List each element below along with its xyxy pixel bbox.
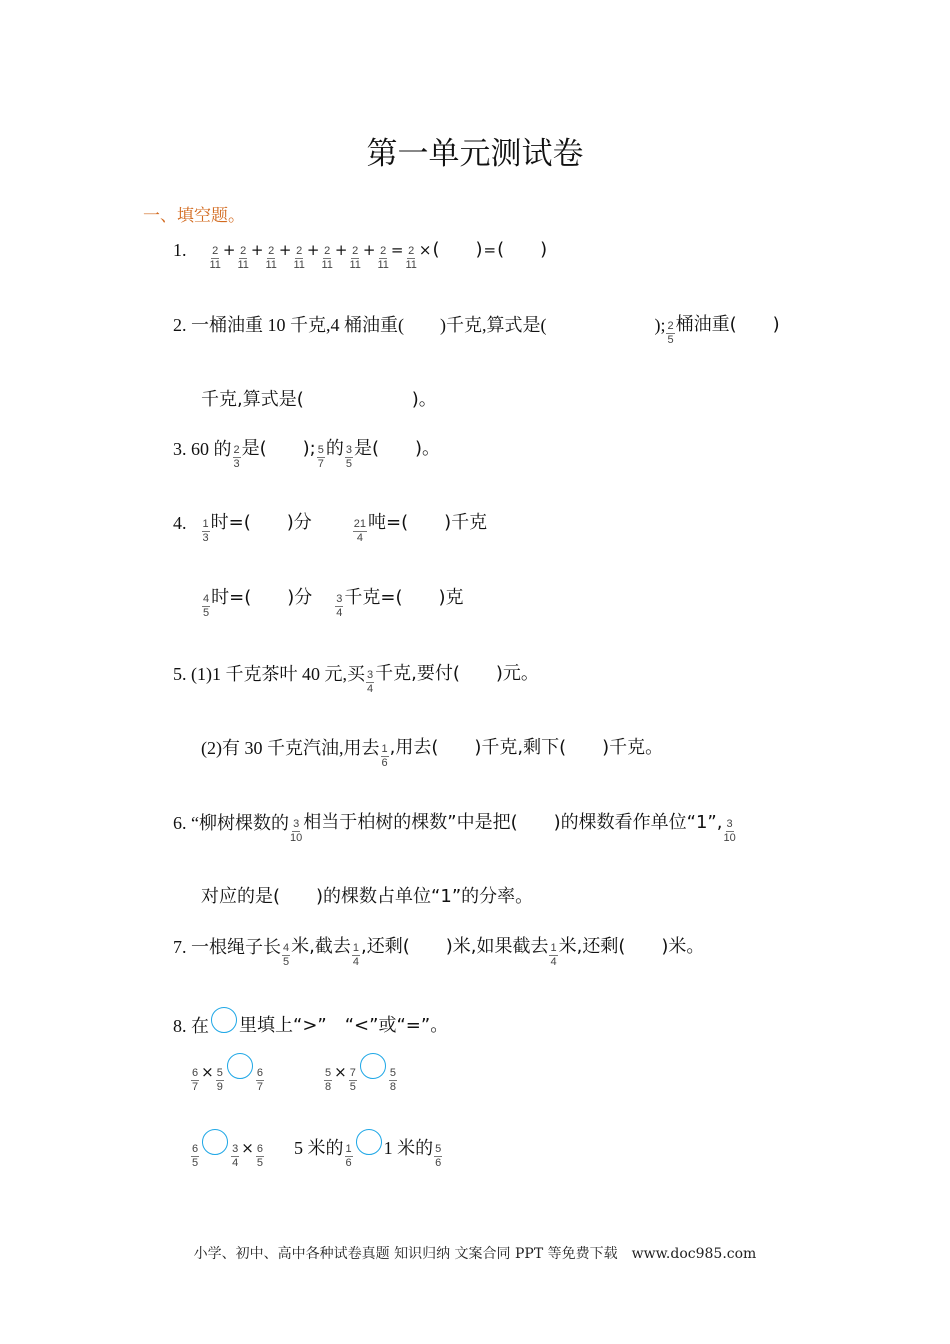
- compare-circle[interactable]: [227, 1053, 253, 1079]
- question-8: 8. 在 里填上“>” “<”或“=”。: [173, 1012, 448, 1040]
- question-5-part-1: 5. (1)1 千克茶叶 40 元,买 $\frac{3}{4}$ 千克,要付( )元。: [173, 663, 539, 695]
- fraction: $\frac{3}{10}$: [290, 817, 303, 844]
- fraction: $\frac{1}{4}$: [550, 941, 557, 968]
- compare-circle[interactable]: [356, 1129, 382, 1155]
- fraction: $\frac{4}{5}$: [203, 592, 210, 619]
- question-6-line-2: 对应的是( )的棵数占单位“1”的分率。: [201, 886, 534, 907]
- fraction: $\frac{4}{5}$: [283, 941, 290, 968]
- fraction: $\frac{6}{7}$: [192, 1066, 199, 1093]
- answer-blank[interactable]: ( ): [497, 239, 548, 260]
- fraction: $\frac{3}{4}$: [336, 592, 343, 619]
- compare-expression-2: $\frac{5}{8}$ × $\frac{7}{5}$ $\frac{5}{8}$: [323, 1058, 398, 1086]
- fraction: $\frac{2}{11}$: [293, 244, 305, 271]
- fraction: $\frac{2}{11}$: [377, 244, 389, 271]
- fraction: $\frac{6}{7}$: [256, 1066, 263, 1093]
- compare-circle-icon: [211, 1007, 237, 1033]
- fraction: $\frac{3}{10}$: [723, 817, 736, 844]
- compare-expression-3: $\frac{6}{5}$ $\frac{3}{4}$ × $\frac{6}{5}$: [190, 1134, 265, 1162]
- question-4-row-2: $\frac{4}{5}$ 时=( )分 $\frac{3}{4}$ 千克=( )克: [203, 587, 464, 619]
- fraction: $\frac{2}{11}$: [265, 244, 277, 271]
- fraction: $\frac{5}{7}$: [317, 443, 324, 470]
- section-heading: 一、填空题。: [143, 206, 245, 226]
- fraction: $\frac{6}{5}$: [192, 1142, 199, 1169]
- question-5-part-2: (2)有 30 千克汽油,用去 $\frac{1}{6}$ , 用去( )千克,剩下( )千克。: [201, 737, 664, 769]
- fraction: $\frac{2}{11}$: [349, 244, 361, 271]
- fraction: $\frac{2}{11}$: [209, 244, 221, 271]
- fraction: $\frac{2}{11}$: [321, 244, 333, 271]
- fraction: $\frac{5}{9}$: [216, 1066, 223, 1093]
- answer-blank[interactable]: ( ): [432, 239, 483, 260]
- compare-expression-1: $\frac{6}{7}$ × $\frac{5}{9}$ $\frac{6}{7}$: [190, 1058, 265, 1086]
- compare-expression-4: 5 米的 $\frac{1}{6}$ 1 米的 $\frac{5}{6}$: [294, 1134, 443, 1162]
- fraction: $\frac{6}{5}$: [256, 1142, 263, 1169]
- fraction: $\frac{7}{5}$: [349, 1066, 356, 1093]
- question-2-line-2: 千克,算式是( )。: [201, 389, 437, 410]
- page-title: 第一单元测试卷: [366, 136, 584, 172]
- question-2-line-1: 2. 一桶油重 10 千克,4 桶油重( )千克,算式是( ); $\frac{2}{5}$ 桶油重( ): [173, 314, 780, 346]
- footer-text: 小学、初中、高中各种试卷真题 知识归纳 文案合同 PPT 等免费下载 www.doc985.com: [193, 1246, 757, 1262]
- fraction: $\frac{5}{6}$: [435, 1142, 442, 1169]
- fraction: $\frac{3}{4}$: [232, 1142, 239, 1169]
- question-1: 1. $\frac{2}{11}$ + $\frac{2}{11}$ + $\frac{2}{11}$ + $\frac{2}{11}$ + $\frac{2}{11}$ + $\frac{2}{11}$ + $\frac{2}{11}$ = $\frac{2}{11}$ × ( ) = ( ): [173, 236, 547, 264]
- question-3: 3. 60 的 $\frac{2}{3}$ 是( ); $\frac{5}{7}$ 的 $\frac{3}{5}$ 是( )。: [173, 438, 441, 470]
- question-6-line-1: 6. “柳树棵数的 $\frac{3}{10}$ 相当于柏树的棵数”中是把( )的棵数看作单位“1”, $\frac{3}{10}$: [173, 812, 736, 844]
- fraction: $\frac{1}{6}$: [345, 1142, 352, 1169]
- fraction: $\frac{5}{8}$: [325, 1066, 332, 1093]
- fraction: $\frac{2}{11}$: [237, 244, 249, 271]
- fraction: $\frac{1}{3}$: [202, 517, 209, 544]
- fraction: $\frac{3}{4}$: [367, 668, 374, 695]
- fraction: $\frac{2}{3}$: [233, 443, 240, 470]
- fraction: $\frac{21}{4}$: [353, 517, 367, 544]
- fraction: $\frac{1}{6}$: [381, 742, 388, 769]
- compare-circle[interactable]: [360, 1053, 386, 1079]
- question-4-row-1: 4. $\frac{1}{3}$ 时=( )分 $\frac{21}{4}$ 吨=( )千克: [173, 512, 488, 544]
- fraction: $\frac{2}{5}$: [667, 319, 674, 346]
- question-7: 7. 一根绳子长 $\frac{4}{5}$ 米,截去 $\frac{1}{4}$ ,还剩( )米,如果截去 $\frac{1}{4}$ 米,还剩( )米。: [173, 936, 705, 968]
- fraction: $\frac{1}{4}$: [352, 941, 359, 968]
- compare-circle[interactable]: [202, 1129, 228, 1155]
- fraction: $\frac{5}{8}$: [389, 1066, 396, 1093]
- fraction: $\frac{2}{11}$: [405, 244, 417, 271]
- fraction: $\frac{3}{5}$: [345, 443, 352, 470]
